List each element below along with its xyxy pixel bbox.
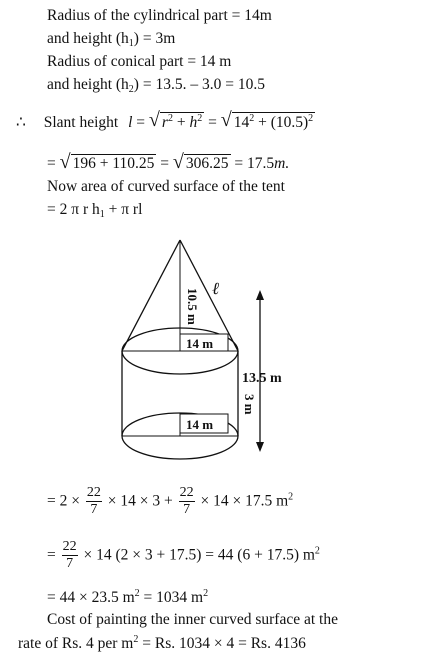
result-unit: m. [274, 155, 290, 172]
fraction-num: 22 [86, 485, 101, 500]
radicand-4: 306.25 [185, 155, 229, 172]
rate-sup: 2 [133, 634, 139, 645]
rate-b: = Rs. 1034 × 4 = Rs. 4136 [138, 635, 306, 652]
calc2-b: × 14 (2 × 3 + 17.5) = 44 (6 + 17.5) m [83, 546, 315, 564]
ten-point-five-exp: 2 [308, 113, 314, 124]
fourteen-exp: 2 [249, 113, 255, 124]
calc1-sup: 2 [288, 491, 294, 503]
calc1-a: = 2 × [47, 492, 80, 510]
result-eq-1: = [47, 155, 56, 172]
therefore-symbol: ∴ [16, 114, 26, 131]
fourteen: 14 [233, 114, 250, 131]
rate-line [18, 635, 306, 652]
top-radius-label: 14 m [186, 336, 214, 351]
r-exp: 2 [167, 113, 173, 124]
fraction-num-2: 22 [179, 485, 194, 500]
calc1-b: × 14 × 3 + [107, 492, 173, 510]
slant-eq-2: = [208, 114, 217, 131]
fraction-22-7-b [179, 486, 195, 518]
height-cylinder-text-a: and height (h [47, 30, 129, 47]
radius-cylinder-line: Radius of the cylindrical part = 14m [47, 7, 272, 24]
calc3-a: = 44 × 23.5 m [47, 589, 135, 606]
cyl-height-label: 3 m [242, 394, 257, 415]
height-cone-text-b: ) = 13.5. – 3.0 = 10.5 [133, 76, 265, 93]
calc3-sup-b: 2 [203, 588, 209, 599]
slant-eq-1: = [136, 114, 146, 131]
radical-sign-3: √ [59, 151, 71, 173]
height-cone-sub: 2 [128, 84, 134, 95]
fraction-den: 7 [90, 501, 98, 517]
fraction-22-7-a [86, 486, 102, 518]
radical-sign: √ [148, 109, 160, 131]
result-eq-2: = [160, 155, 170, 172]
radical-sign-4: √ [172, 151, 184, 173]
fraction-num-3: 22 [62, 539, 77, 554]
radical-sign-2: √ [220, 109, 232, 131]
calc3-b: = 1034 m [139, 589, 204, 606]
bottom-radius-label: 14 m [186, 417, 214, 432]
calc3-sup-a: 2 [134, 588, 140, 599]
radius-cone-line: Radius of conical part = 14 m [47, 53, 232, 70]
calc-line-3 [47, 589, 208, 606]
formula-sub: 1 [99, 209, 105, 220]
calc-line-2 [47, 540, 320, 572]
cost-line: Cost of painting the inner curved surface at the [47, 611, 338, 628]
slant-symbol: l [128, 114, 133, 131]
calc2-a: = [47, 546, 56, 564]
fraction-den-2: 7 [183, 501, 191, 517]
h-exp: 2 [197, 113, 203, 124]
slant-label: Slant height [43, 114, 119, 131]
curved-area-line: Now area of curved surface of the tent [47, 178, 285, 195]
calc1-c: × 14 × 17.5 m [200, 492, 289, 510]
total-height-label: 13.5 m [242, 371, 282, 386]
result-value: = 17.5 [234, 155, 275, 172]
calc2-sup: 2 [314, 545, 320, 557]
rate-a: rate of Rs. 4 per m [18, 635, 134, 652]
height-cylinder-sub: 1 [128, 38, 134, 49]
formula-text-a: = 2 π r h [47, 201, 100, 218]
h-var: h [189, 114, 198, 131]
cone-height-label: 10.5 m [185, 288, 200, 325]
fraction-den-3: 7 [66, 555, 74, 571]
fraction-22-7-c [62, 540, 78, 572]
height-cone-text-a: and height (h [47, 76, 129, 93]
ten-point-five: + (10.5) [258, 114, 309, 131]
formula-text-b: + π rl [104, 201, 143, 218]
height-cylinder-text-b: ) = 3m [133, 30, 176, 47]
r-var: r [161, 114, 168, 131]
plus-sign: + [176, 114, 186, 131]
slant-label-figure: ℓ [212, 279, 220, 298]
radicand-3: 196 + 110.25 [72, 155, 155, 172]
calc-line-1 [47, 486, 293, 518]
